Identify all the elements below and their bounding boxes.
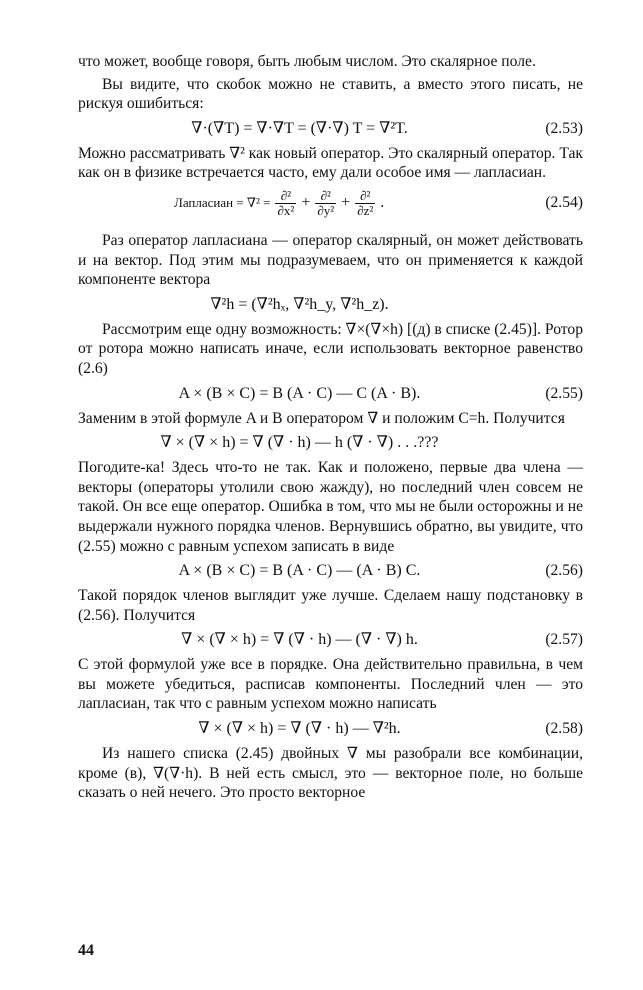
fraction-denominator: ∂y² [317, 202, 335, 218]
paragraph-7: Погодите-ка! Здесь что-то не так. Как и положено, первые два члена — векторы (операторы утолили свою жажду), но последний член совсем не такой. Он все еще оператор. Ошибка в том, что мы не были осторожны и не выдержали нужного порядка членов. Вернувшись обратно, вы увидите, что (2.55) можно с равным успехом записать в виде [78, 459, 583, 555]
equation-2-57-formula: ∇ × (∇ × h) = ∇ (∇ · h) — (∇ · ∇) h. [181, 631, 418, 649]
fraction-d2-dy2 [315, 189, 336, 217]
equation-2-57-number: (2.57) [545, 631, 583, 649]
equation-2-58-number: (2.58) [545, 720, 583, 738]
paragraph-4: Раз оператор лапласиана — оператор скалярный, он может действовать и на вектор. Под этим мы подразумеваем, что он применяется к каждой компоненте вектора [78, 231, 583, 289]
equation-2-53-formula: ∇·(∇T) = ∇·∇T = (∇·∇) T = ∇²T. [191, 119, 408, 137]
plus-sign: + [301, 193, 311, 211]
page-content [78, 52, 583, 803]
paragraph-6: Заменим в этой формуле A и B оператором ∇ и положим C=h. Получится [78, 409, 565, 427]
equation-2-56-number: (2.56) [545, 562, 583, 580]
equation-2-58 [78, 714, 583, 744]
equation-laplacian-vector-formula: ∇²h = (∇²hₓ, ∇²h_y, ∇²h_z). [210, 295, 389, 313]
equation-wrong-substitution [78, 428, 583, 458]
equation-2-53 [78, 114, 583, 144]
equation-2-53-number: (2.53) [545, 119, 583, 137]
plus-sign: + [341, 193, 351, 211]
equation-2-54-number: (2.54) [545, 193, 583, 211]
fraction-denominator: ∂x² [277, 202, 295, 218]
fraction-numerator: ∂² [355, 189, 375, 204]
fraction-denominator: ∂z² [357, 202, 374, 218]
fraction-d2-dx2 [275, 189, 296, 217]
paragraph-1: что может, вообще говоря, быть любым числом. Это скалярное поле. [78, 53, 536, 70]
paragraph-2: Вы видите, что скобок можно не ставить, а вместо этого писать, не рискуя ошибиться: [78, 75, 583, 113]
paragraph-10: Из нашего списка (2.45) двойных ∇ мы разобрали все комбинации, кроме (в), ∇(∇·h). В ней есть смысл, это — векторное поле, но больше сказать о ней нечего. Это просто векторное [78, 745, 583, 802]
equation-2-58-formula: ∇ × (∇ × h) = ∇ (∇ · h) — ∇²h. [198, 720, 401, 738]
fraction-numerator: ∂² [275, 189, 296, 204]
fraction-d2-dz2 [355, 189, 375, 217]
equation-2-56-formula: A × (B × C) = B (A · C) — (A · B) C. [178, 562, 421, 580]
equation-2-54-formula [78, 183, 521, 223]
equation-2-55-formula: A × (B × C) = B (A · C) — C (A · B). [178, 384, 421, 402]
period: . [380, 193, 385, 211]
equation-2-57 [78, 625, 583, 655]
paragraph-9: С этой формулой уже все в порядке. Она действительно правильна, в чем вы можете убедиться, расписав компоненты. Последний член — это лапласиан, так что с равным успехом можно написать [78, 656, 583, 713]
equation-2-55-number: (2.55) [545, 384, 583, 402]
paragraph-3: Можно рассматривать ∇² как новый оператор. Это скалярный оператор. Так как он в физике встречается часто, ему дали особое имя — лапласиан. [78, 144, 583, 182]
equation-2-56 [78, 556, 583, 586]
equation-laplacian-vector [78, 290, 583, 320]
laplacian-lhs: Лапласиан = ∇² = [174, 194, 271, 210]
paragraph-8: Такой порядок членов выглядит уже лучше. Сделаем нашу подстановку в (2.56). Получится [78, 587, 583, 624]
fraction-numerator: ∂² [315, 189, 336, 204]
equation-2-55 [78, 379, 583, 409]
equation-wrong-substitution-formula: ∇ × (∇ × h) = ∇ (∇ · h) — h (∇ · ∇) . . .??? [160, 434, 439, 452]
paragraph-5: Рассмотрим еще одну возможность: ∇×(∇×h) [(д) в списке (2.45)]. Ротор от ротора можно написать иначе, если использовать векторное равенство (2.6) [78, 320, 583, 377]
equation-2-54 [78, 183, 583, 223]
page-number: 44 [78, 942, 94, 959]
